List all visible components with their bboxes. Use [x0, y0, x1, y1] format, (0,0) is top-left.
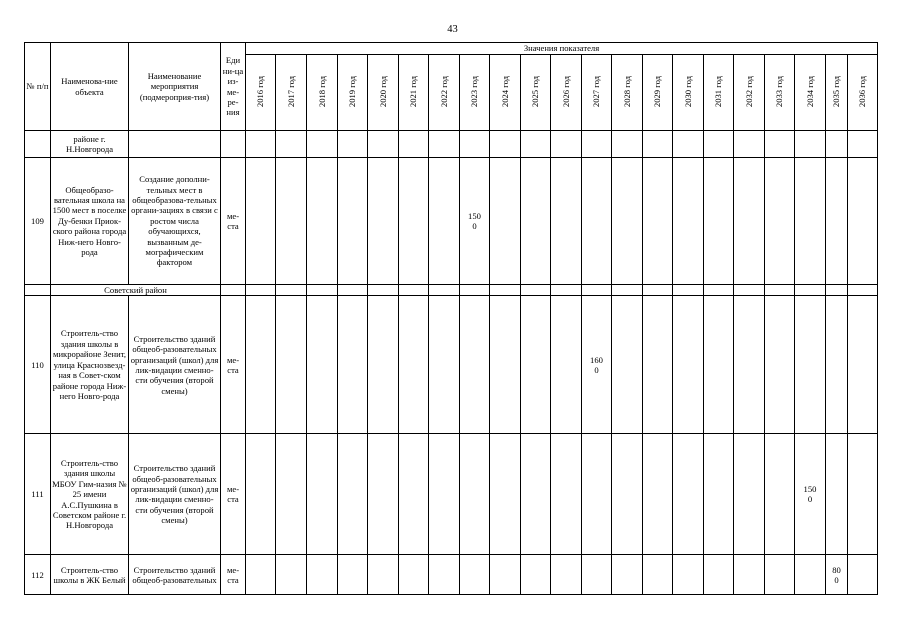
value-cell [795, 555, 826, 595]
value-cell [826, 158, 848, 285]
value-cell [307, 158, 338, 285]
year-header-cell [795, 55, 826, 131]
year-header-cell [673, 55, 704, 131]
value-cell [399, 285, 429, 296]
cell-measure [129, 296, 221, 434]
cell-measure [129, 158, 221, 285]
value-cell [276, 434, 307, 555]
value-cell [643, 555, 673, 595]
year-header-cell [399, 55, 429, 131]
value-cell [643, 158, 673, 285]
cell-measure-text: Создание дополни-тельных мест в общеобразова-тельных органи-зациях в связи с ростом числа обучающихся, вызванным де-мографическим фактором [131, 174, 218, 268]
value-cell [734, 434, 765, 555]
value-cell [490, 555, 521, 595]
value-cell [826, 296, 848, 434]
cell-object-text: Общеобразо-вательная школа на 1500 мест в поселке Ду-бенки Приок-ского района города Ниж-него Новго-рода [52, 184, 127, 258]
value-cell [848, 131, 878, 158]
year-header-cell [246, 55, 276, 131]
year-header-label: 2022 год [438, 75, 449, 107]
year-header-cell [429, 55, 460, 131]
value-cell [276, 131, 307, 158]
value-cell [673, 158, 704, 285]
value-cell [795, 285, 826, 296]
value-cell [582, 296, 612, 434]
value-cell [826, 555, 848, 595]
value-cell [399, 555, 429, 595]
year-header-cell [307, 55, 338, 131]
year-header-label: 2017 год [285, 75, 296, 107]
year-header-label: 2035 год [831, 75, 842, 107]
value-cell [848, 158, 878, 285]
value-cell [734, 296, 765, 434]
indicator-value: 160 0 [590, 354, 603, 375]
cell-object-text: Строитель-ство школы в ЖК Белый [53, 564, 126, 585]
cell-unit [221, 434, 246, 555]
value-cell [399, 158, 429, 285]
value-cell [795, 158, 826, 285]
value-cell [704, 285, 734, 296]
value-cell [399, 131, 429, 158]
year-header-label: 2024 год [499, 75, 510, 107]
value-cell [307, 434, 338, 555]
year-header-label: 2030 год [682, 75, 693, 107]
year-header-cell [368, 55, 399, 131]
value-cell [490, 434, 521, 555]
value-cell [460, 285, 490, 296]
cell-object: районе г. Н.Новгорода [51, 131, 129, 158]
table-row [25, 555, 878, 595]
value-cell [338, 555, 368, 595]
year-header-label: 2019 год [347, 75, 358, 107]
cell-unit-text: ме-ста [226, 484, 240, 505]
value-cell [246, 296, 276, 434]
year-header-label: 2031 год [713, 75, 724, 107]
year-header-label: 2034 год [804, 75, 815, 107]
value-cell [521, 296, 551, 434]
value-cell [490, 285, 521, 296]
value-cell [551, 131, 582, 158]
value-cell [765, 131, 795, 158]
header-values-group: Значения показателя [246, 43, 878, 55]
cell-object-text: Строитель-ство здания школы МБОУ Гим-назия № 25 имени А.С.Пушкина в Советском районе г. Н.Новгорода [52, 457, 127, 531]
year-header-cell [276, 55, 307, 131]
value-cell [582, 158, 612, 285]
value-cell [368, 296, 399, 434]
year-header-label: 2016 год [255, 75, 266, 107]
indicator-value: 150 0 [803, 484, 817, 505]
value-cell [765, 434, 795, 555]
value-cell [307, 555, 338, 595]
value-cell [368, 158, 399, 285]
table-row [25, 158, 878, 285]
value-cell [490, 296, 521, 434]
value-cell [429, 285, 460, 296]
value-cell [276, 158, 307, 285]
value-cell [673, 555, 704, 595]
year-header-label: 2025 год [530, 75, 541, 107]
value-cell [521, 434, 551, 555]
cell-unit [221, 131, 246, 158]
value-cell [795, 131, 826, 158]
value-cell [826, 285, 848, 296]
value-cell [704, 131, 734, 158]
cell-num-text: 112 [31, 569, 44, 580]
value-cell [643, 296, 673, 434]
value-cell [399, 296, 429, 434]
value-cell [826, 434, 848, 555]
value-cell [368, 555, 399, 595]
value-cell [338, 296, 368, 434]
value-cell [765, 158, 795, 285]
cell-num-text: 109 [31, 215, 44, 226]
page-number: 43 [447, 24, 458, 35]
value-cell [460, 131, 490, 158]
value-cell [673, 434, 704, 555]
value-cell [521, 555, 551, 595]
cell-unit [221, 158, 246, 285]
value-cell [460, 555, 490, 595]
indicator-value: 150 0 [468, 210, 481, 231]
value-cell [338, 158, 368, 285]
value-cell [246, 434, 276, 555]
year-header-cell [643, 55, 673, 131]
value-cell [551, 434, 582, 555]
value-cell [490, 158, 521, 285]
cell-num [25, 158, 51, 285]
value-cell [221, 285, 246, 296]
year-header-label: 2033 год [774, 75, 785, 107]
year-header-cell [338, 55, 368, 131]
value-cell [307, 285, 338, 296]
table-row [25, 434, 878, 555]
header-unit: Еди ни-ца из-ме-ре-ния [221, 43, 246, 131]
cell-measure-text: Строительство зданий общеоб-разовательных организаций (школ) для лик-видации сменно-сти обучения (второй смены) [130, 333, 219, 396]
value-cell [673, 131, 704, 158]
value-cell [338, 285, 368, 296]
value-cell [521, 131, 551, 158]
year-header-cell [704, 55, 734, 131]
value-cell [276, 285, 307, 296]
value-cell [338, 434, 368, 555]
value-cell [612, 131, 643, 158]
value-cell [643, 131, 673, 158]
value-cell [765, 296, 795, 434]
year-header-label: 2027 год [591, 75, 602, 107]
cell-num [25, 131, 51, 158]
year-header-label: 2018 год [316, 75, 327, 107]
year-header-cell [848, 55, 878, 131]
year-header-label: 2021 год [408, 75, 419, 107]
value-cell [704, 434, 734, 555]
value-cell [704, 296, 734, 434]
value-cell [673, 296, 704, 434]
value-cell [612, 555, 643, 595]
table-row [25, 296, 878, 434]
value-cell [765, 285, 795, 296]
value-cell [368, 285, 399, 296]
header-num: № п/п [25, 43, 51, 131]
value-cell [521, 285, 551, 296]
year-header-label: 2029 год [652, 75, 663, 107]
value-cell [765, 555, 795, 595]
cell-unit-text: ме-ста [226, 354, 240, 375]
value-cell [826, 131, 848, 158]
indicators-table [24, 42, 878, 595]
value-cell [551, 158, 582, 285]
cell-object [51, 555, 129, 595]
year-header-label: 2026 год [560, 75, 571, 107]
year-header-cell [582, 55, 612, 131]
cell-unit-text: ме-ста [226, 564, 240, 585]
value-cell [734, 555, 765, 595]
value-cell [460, 158, 490, 285]
value-cell [582, 434, 612, 555]
cell-unit [221, 555, 246, 595]
value-cell [429, 131, 460, 158]
value-cell [704, 555, 734, 595]
value-cell [551, 296, 582, 434]
section-label: Советский район [51, 285, 221, 296]
cell-object [51, 434, 129, 555]
year-header-label: 2020 год [377, 75, 388, 107]
cell-measure-text: Строительство зданий общеоб-разовательных организаций (школ) для лик-видации сменно-сти обучения (второй смены) [130, 463, 219, 526]
cell-num [25, 555, 51, 595]
header-object: Наименова-ние объекта [51, 43, 129, 131]
value-cell [612, 285, 643, 296]
year-header-cell [612, 55, 643, 131]
value-cell [276, 296, 307, 434]
cell-num [25, 285, 51, 296]
year-header-cell [490, 55, 521, 131]
cell-object [51, 158, 129, 285]
value-cell [795, 296, 826, 434]
value-cell [246, 158, 276, 285]
year-header-cell [551, 55, 582, 131]
cell-num [25, 434, 51, 555]
year-header-cell [521, 55, 551, 131]
continuation-row [25, 131, 878, 158]
value-cell [582, 285, 612, 296]
cell-measure-text: Строительство зданий общеоб-разовательных [132, 564, 217, 585]
value-cell [307, 131, 338, 158]
value-cell [246, 285, 276, 296]
value-cell [582, 131, 612, 158]
cell-measure [129, 131, 221, 158]
cell-object [51, 296, 129, 434]
cell-num-text: 110 [31, 359, 44, 370]
year-header-cell [826, 55, 848, 131]
cell-num [25, 296, 51, 434]
value-cell [490, 131, 521, 158]
value-cell [276, 555, 307, 595]
value-cell [368, 131, 399, 158]
value-cell [848, 296, 878, 434]
value-cell [551, 555, 582, 595]
value-cell [612, 296, 643, 434]
cell-unit-text: ме-ста [226, 210, 240, 231]
value-cell [307, 296, 338, 434]
value-cell [399, 434, 429, 555]
year-header-cell [765, 55, 795, 131]
value-cell [429, 158, 460, 285]
header-measure: Наименование мероприятия (подмероприя-тия) [129, 43, 221, 131]
value-cell [429, 555, 460, 595]
value-cell [460, 296, 490, 434]
value-cell [429, 434, 460, 555]
section-row [25, 285, 878, 296]
value-cell [460, 434, 490, 555]
value-cell [612, 434, 643, 555]
value-cell [673, 285, 704, 296]
value-cell [734, 285, 765, 296]
value-cell [582, 555, 612, 595]
cell-measure [129, 434, 221, 555]
value-cell [795, 434, 826, 555]
value-cell [246, 131, 276, 158]
value-cell [368, 434, 399, 555]
value-cell [848, 555, 878, 595]
value-cell [338, 131, 368, 158]
cell-unit [221, 296, 246, 434]
year-header-cell [460, 55, 490, 131]
value-cell [734, 158, 765, 285]
value-cell [612, 158, 643, 285]
value-cell [848, 434, 878, 555]
value-cell [848, 285, 878, 296]
year-header-label: 2032 год [743, 75, 754, 107]
value-cell [429, 296, 460, 434]
value-cell [643, 434, 673, 555]
value-cell [551, 285, 582, 296]
cell-object-text: Строитель-ство здания школы в микрорайоне Зенит, улица Краснозвезд-ная в Совет-ском районе города Ниж-него Новго-рода [52, 328, 127, 401]
year-header-label: 2036 год [857, 75, 868, 107]
year-header-label: 2028 год [621, 75, 632, 107]
indicator-value: 80 0 [832, 564, 841, 585]
value-cell [734, 131, 765, 158]
year-header-label: 2023 год [469, 75, 480, 107]
cell-measure [129, 555, 221, 595]
year-header-cell [734, 55, 765, 131]
cell-num-text: 111 [31, 489, 44, 500]
value-cell [704, 158, 734, 285]
value-cell [246, 555, 276, 595]
value-cell [643, 285, 673, 296]
value-cell [521, 158, 551, 285]
